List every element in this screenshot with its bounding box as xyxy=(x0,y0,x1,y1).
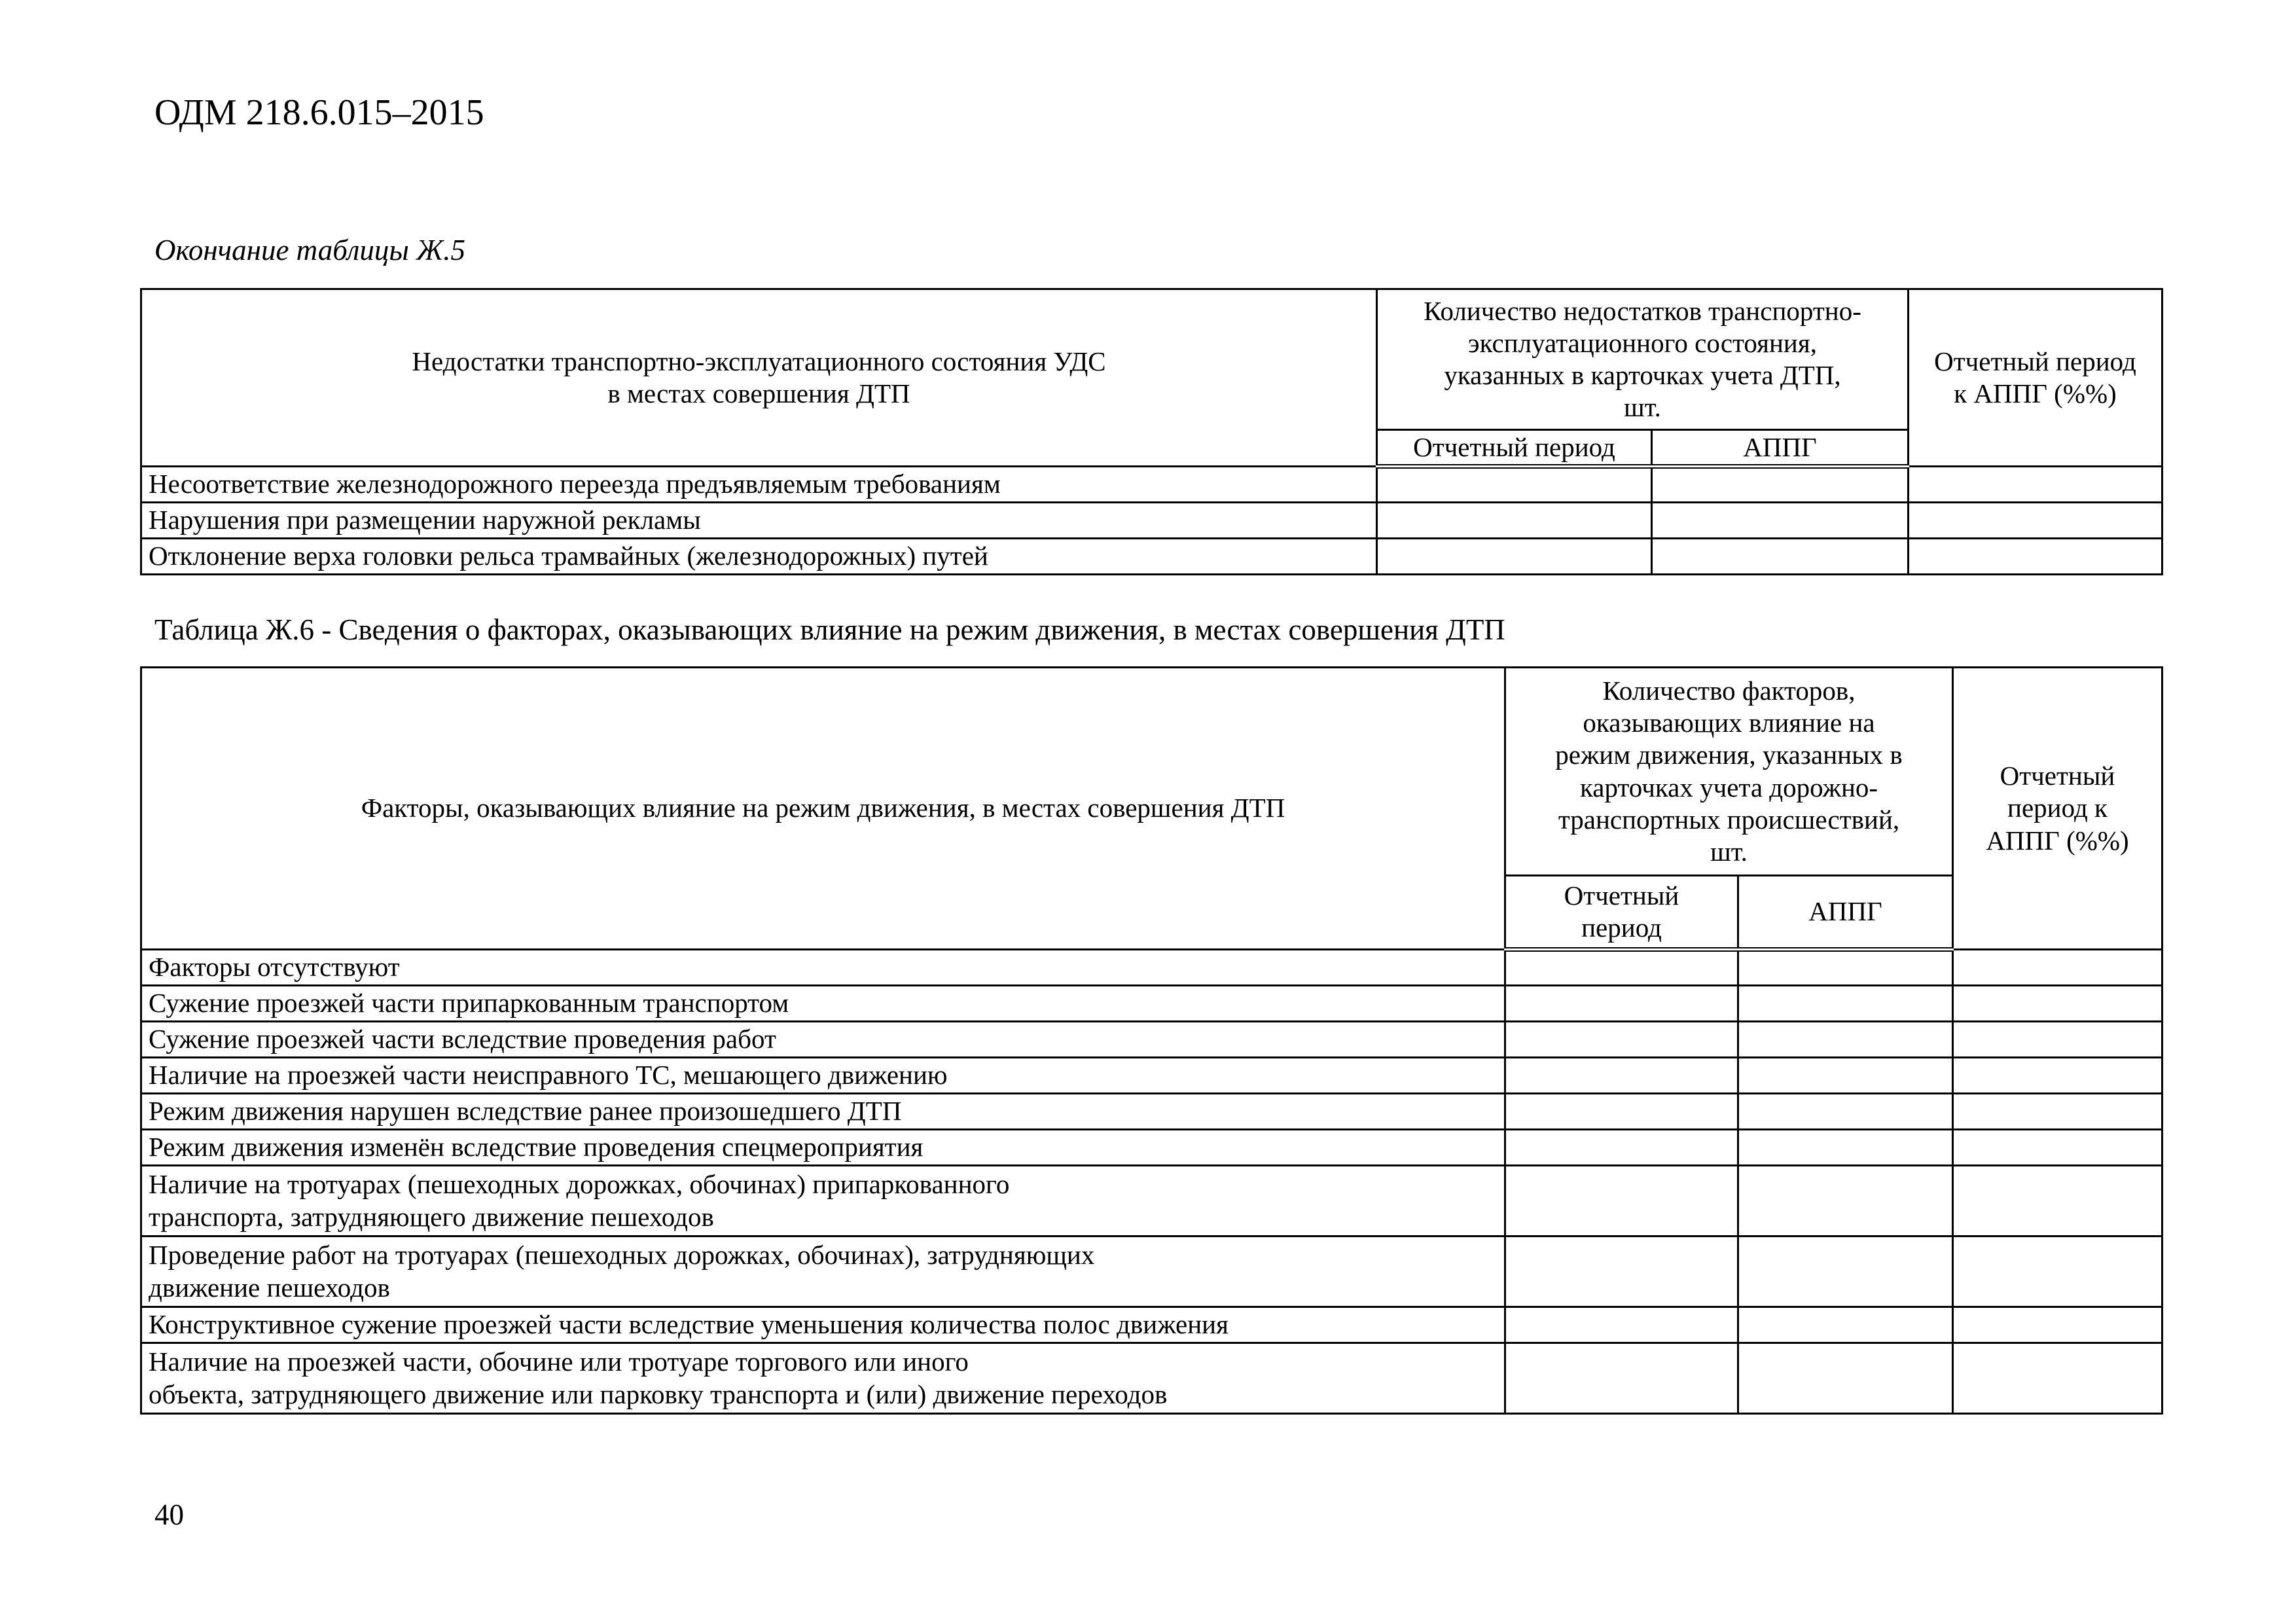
t6-appg-cell xyxy=(1738,1343,1953,1414)
t6-row-label-line: Режим движения изменён вследствие проведения спецмероприятия xyxy=(149,1132,924,1163)
t6-reporting-period-cell xyxy=(1505,1094,1738,1130)
t5-ratio-cell xyxy=(1909,503,2162,539)
t6-ratio-cell xyxy=(1953,950,2162,986)
t6-ratio-header: Отчетный период к АППГ (%%) xyxy=(1953,668,2162,950)
t6-reporting-period-header: Отчетный период xyxy=(1505,876,1738,950)
t5-count-header: Количество недостатков транспортно- эксплуатационного состояния, указанных в карточках учета ДТП, шт. xyxy=(1377,289,1909,430)
t6-row-label-line: Режим движения нарушен вследствие ранее произошедшего ДТП xyxy=(149,1096,902,1127)
t5-ratio-cell xyxy=(1909,467,2162,503)
t6-appg-cell xyxy=(1738,986,1953,1022)
t6-row-label xyxy=(141,1022,1505,1058)
t5-data-row xyxy=(141,539,2162,575)
t6-data-row xyxy=(141,950,2162,986)
t5-reporting-period-cell xyxy=(1377,503,1652,539)
t5-row-label: Несоответствие железнодорожного переезда предъявляемым требованиям xyxy=(141,467,1377,503)
t6-appg-cell xyxy=(1738,1022,1953,1058)
t6-ratio-cell xyxy=(1953,1307,2162,1343)
t6-row-label xyxy=(141,1343,1505,1414)
t6-reporting-period-cell xyxy=(1505,1130,1738,1166)
table-j6-caption: Таблица Ж.6 - Сведения о факторах, оказывающих влияние на режим движения, в местах совершения ДТП xyxy=(154,613,1505,646)
t5-row-label: Нарушения при размещении наружной рекламы xyxy=(141,503,1377,539)
t6-ratio-cell xyxy=(1953,1236,2162,1307)
t6-reporting-period-cell xyxy=(1505,1307,1738,1343)
t6-appg-cell xyxy=(1738,1094,1953,1130)
t6-row-label-line: Сужение проезжей части припаркованным транспортом xyxy=(149,988,789,1019)
t5-col1-header: Недостатки транспортно-эксплуатационного состояния УДС в местах совершения ДТП xyxy=(141,289,1377,467)
t6-row-label-line: Наличие на проезжей части неисправного ТС, мешающего движению xyxy=(149,1060,948,1091)
t6-reporting-period-cell xyxy=(1505,1236,1738,1307)
t6-row-label xyxy=(141,1094,1505,1130)
t5-ratio-header: Отчетный период к АППГ (%%) xyxy=(1909,289,2162,467)
t5-reporting-period-cell xyxy=(1377,467,1652,503)
table-j5-caption: Окончание таблицы Ж.5 xyxy=(154,234,466,266)
t6-row-label-line: объекта, затрудняющего движение или парковку транспорта и (или) движение переходов xyxy=(149,1379,1168,1409)
t6-row-label-line: Конструктивное сужение проезжей части вследствие уменьшения количества полос движения xyxy=(149,1309,1229,1340)
t5-row-label: Отклонение верха головки рельса трамвайных (железнодорожных) путей xyxy=(141,539,1377,575)
table-j6 xyxy=(140,666,2163,1415)
page-number: 40 xyxy=(154,1498,184,1531)
t6-row-label xyxy=(141,1307,1505,1343)
t6-appg-cell xyxy=(1738,1058,1953,1094)
t6-appg-cell xyxy=(1738,950,1953,986)
t6-data-row xyxy=(141,1022,2162,1058)
t6-col1-header: Факторы, оказывающих влияние на режим движения, в местах совершения ДТП xyxy=(141,668,1505,950)
t6-row-label xyxy=(141,1166,1505,1236)
t6-ratio-cell xyxy=(1953,986,2162,1022)
t5-reporting-period-header: Отчетный период xyxy=(1377,430,1652,467)
t6-data-row xyxy=(141,1094,2162,1130)
t6-data-row xyxy=(141,986,2162,1022)
t5-data-row xyxy=(141,467,2162,503)
t6-row-label xyxy=(141,1236,1505,1307)
t6-appg-cell xyxy=(1738,1236,1953,1307)
t6-ratio-cell xyxy=(1953,1166,2162,1236)
t6-row-label-line: транспорта, затрудняющего движение пешеходов xyxy=(149,1201,714,1232)
t6-reporting-period-cell xyxy=(1505,1022,1738,1058)
table-j5 xyxy=(140,288,2163,575)
t6-data-row xyxy=(141,1166,2162,1236)
t6-ratio-cell xyxy=(1953,1343,2162,1414)
t6-reporting-period-cell xyxy=(1505,1058,1738,1094)
t5-reporting-period-cell xyxy=(1377,539,1652,575)
t6-data-row xyxy=(141,1130,2162,1166)
t6-data-row xyxy=(141,1307,2162,1343)
t6-ratio-cell xyxy=(1953,1022,2162,1058)
t6-row-label xyxy=(141,1130,1505,1166)
t6-data-row xyxy=(141,1236,2162,1307)
t6-ratio-cell xyxy=(1953,1058,2162,1094)
t6-row-label xyxy=(141,986,1505,1022)
t5-appg-cell xyxy=(1652,467,1909,503)
t5-ratio-cell xyxy=(1909,539,2162,575)
t6-appg-cell xyxy=(1738,1307,1953,1343)
t6-ratio-cell xyxy=(1953,1130,2162,1166)
t5-appg-cell xyxy=(1652,539,1909,575)
t6-count-header: Количество факторов, оказывающих влияние на режим движения, указанных в карточках учета дорожно- транспортных происшествий, шт. xyxy=(1505,668,1953,876)
t6-reporting-period-cell xyxy=(1505,1166,1738,1236)
t6-appg-header: АППГ xyxy=(1738,876,1953,950)
t5-appg-cell xyxy=(1652,503,1909,539)
t6-row-label xyxy=(141,1058,1505,1094)
t6-row-label-line: Факторы отсутствуют xyxy=(149,952,400,983)
t6-reporting-period-cell xyxy=(1505,1343,1738,1414)
t6-reporting-period-cell xyxy=(1505,986,1738,1022)
t5-appg-header: АППГ xyxy=(1652,430,1909,467)
t6-row-label xyxy=(141,950,1505,986)
t6-row-label-line: Сужение проезжей части вследствие проведения работ xyxy=(149,1024,776,1055)
t6-row-label-line: Наличие на тротуарах (пешеходных дорожках, обочинах) припаркованного xyxy=(149,1169,1010,1200)
t5-data-row xyxy=(141,503,2162,539)
t6-row-label-line: Наличие на проезжей части, обочине или тротуаре торгового или иного xyxy=(149,1346,969,1377)
t6-appg-cell xyxy=(1738,1166,1953,1236)
t6-data-row xyxy=(141,1343,2162,1414)
document-code: ОДМ 218.6.015–2015 xyxy=(154,92,484,133)
t6-ratio-cell xyxy=(1953,1094,2162,1130)
t6-data-row xyxy=(141,1058,2162,1094)
t6-row-label-line: движение пешеходов xyxy=(149,1272,390,1303)
t6-row-label-line: Проведение работ на тротуарах (пешеходных дорожках, обочинах), затрудняющих xyxy=(149,1240,1095,1271)
t6-reporting-period-cell xyxy=(1505,950,1738,986)
t6-appg-cell xyxy=(1738,1130,1953,1166)
